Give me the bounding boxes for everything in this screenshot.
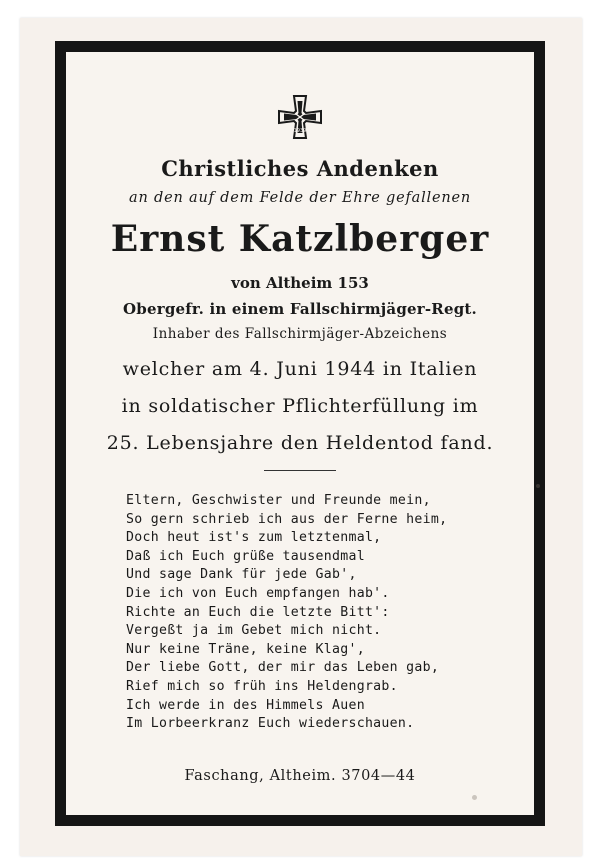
iron-cross-icon	[275, 92, 325, 142]
poem-line: Nur keine Träne, keine Klag',	[126, 641, 365, 657]
poem-line: Richte an Euch die letzte Bitt':	[126, 604, 390, 620]
death-text-line: 25. Lebensjahre den Heldentod fand.	[106, 432, 494, 454]
poem-line: Ich werde in des Himmels Auen	[126, 697, 365, 713]
paper-spot	[472, 795, 477, 800]
poem-line: Rief mich so früh ins Heldengrab.	[126, 678, 398, 694]
poem-line: Eltern, Geschwister und Freunde mein,	[126, 493, 431, 508]
poem-line: Der liebe Gott, der mir das Leben gab,	[126, 660, 440, 676]
poem-line: Die ich von Euch empfangen hab'.	[126, 585, 390, 601]
poem-line: Daß ich Euch grüße tausendmal	[126, 548, 365, 564]
poem	[126, 492, 506, 734]
death-text-line: welcher am 4. Juni 1944 in Italien	[122, 358, 478, 380]
card-content	[66, 52, 534, 815]
origin: von Altheim 153	[231, 274, 369, 292]
poem-line: Und sage Dank für jede Gab',	[126, 567, 357, 583]
printer-footer: Faschang, Altheim. 3704—44	[184, 768, 416, 784]
badge-holder: Inhaber des Fallschirmjäger-Abzeichens	[152, 326, 448, 342]
deceased-name: Ernst Katzlberger	[110, 218, 490, 260]
poem-line: So gern schrieb ich aus der Ferne heim,	[126, 511, 448, 527]
death-text-line: in soldatischer Pflichterfüllung im	[121, 395, 479, 417]
poem-line: Im Lorbeerkranz Euch wiederschauen.	[126, 716, 415, 732]
cross-year: 1939	[293, 128, 307, 134]
military-rank: Obergefr. in einem Fallschirmjäger-Regt.	[123, 300, 477, 318]
heading: Christliches Andenken	[161, 156, 439, 181]
poem-line: Doch heut ist's zum letztenmal,	[126, 530, 382, 546]
black-border-frame	[55, 41, 545, 826]
dedication: an den auf dem Felde der Ehre gefallenen	[129, 190, 471, 206]
poem-line: Vergeßt ja im Gebet mich nicht.	[126, 623, 382, 639]
divider	[264, 470, 336, 471]
paper-spot	[536, 484, 540, 488]
